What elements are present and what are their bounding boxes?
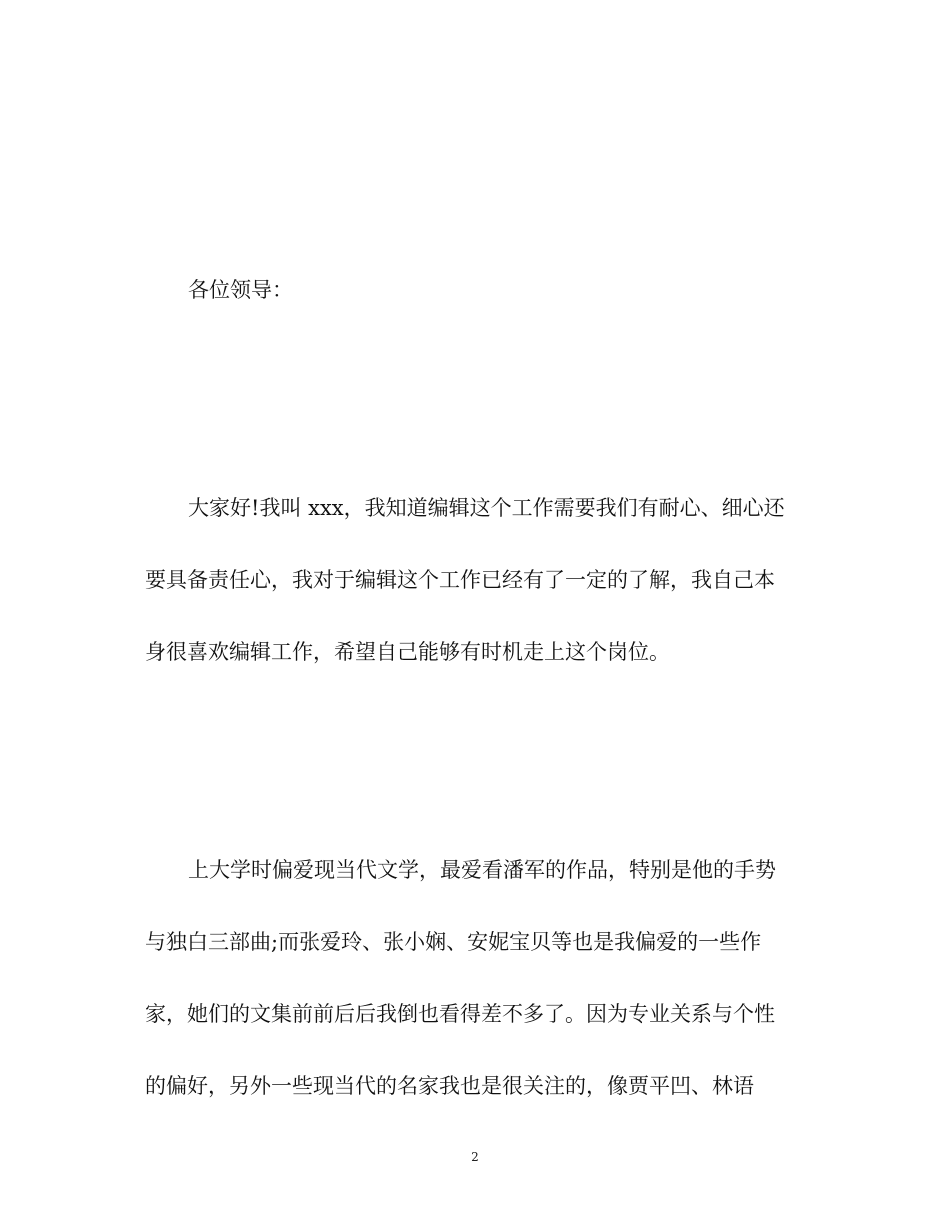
paragraph-1-line-1: 大家好!我叫 xxx，我知道编辑这个工作需要我们有耐心、细心还 (188, 496, 785, 520)
page-number: 2 (471, 1150, 479, 1164)
paragraph-2-line-2: 与独白三部曲;而张爱玲、张小娴、安妮宝贝等也是我偏爱的一些作 (145, 930, 762, 954)
paragraph-2-line-3: 家，她们的文集前前后后我倒也看得差不多了。因为专业关系与个性 (145, 1002, 775, 1026)
paragraph-2-line-1: 上大学时偏爱现当代文学，最爱看潘军的作品，特别是他的手势 (188, 858, 776, 882)
paragraph-1-line-3: 身很喜欢编辑工作，希望自己能够有时机走上这个岗位。 (145, 640, 670, 664)
salutation: 各位领导： (188, 278, 293, 302)
paragraph-2-line-4: 的偏好，另外一些现当代的名家我也是很关注的，像贾平凹、林语 (145, 1074, 754, 1098)
paragraph-1-line-2: 要具备责任心，我对于编辑这个工作已经有了一定的了解，我自己本 (145, 568, 775, 592)
